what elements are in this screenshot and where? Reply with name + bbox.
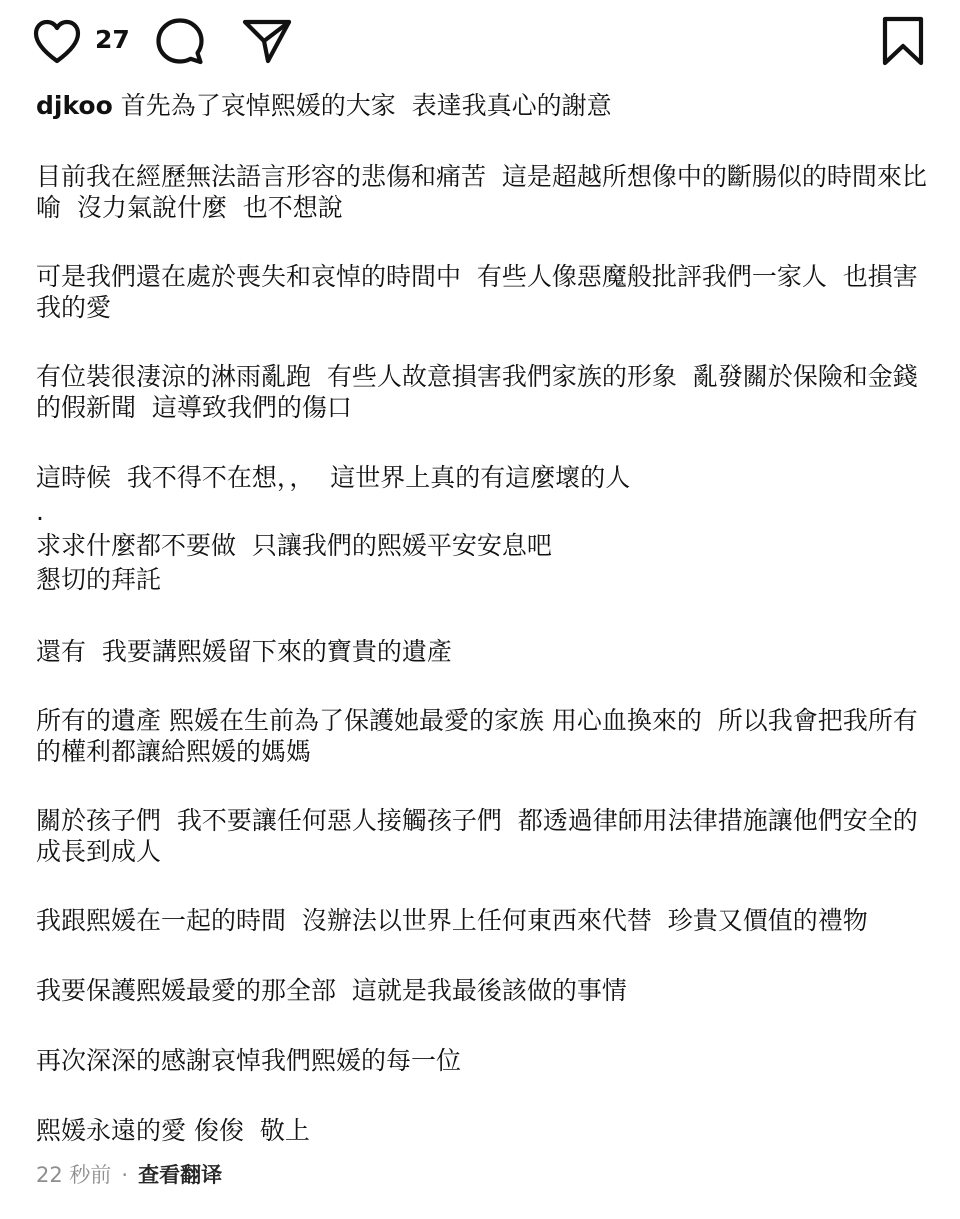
- username-link[interactable]: djkoo: [36, 91, 113, 120]
- caption-paragraph: 這時候 我不得不在想，， 這世界上真的有這麼壞的人 . 求求什麼都不要做 只讓我們的熙媛平安安息吧 懇切的拜託: [36, 463, 631, 594]
- bookmark-icon: [876, 14, 930, 68]
- like-count[interactable]: 27: [95, 25, 130, 54]
- caption-paragraph: 還有 我要講熙媛留下來的寶貴的遺產: [36, 637, 452, 666]
- heart-icon: [30, 14, 84, 68]
- caption-paragraph: 有位裝很淒涼的淋雨亂跑 有些人故意損害我們家族的形象 亂發關於保險和金錢的假新聞 這導致我們的傷口: [36, 362, 918, 422]
- caption-first-line: [36, 90, 928, 121]
- caption-paragraph: 所有的遺產 熙媛在生前為了保護她最愛的家族 用心血換來的 所以我會把我所有的權利都讓給熙媛的媽媽: [36, 706, 918, 766]
- caption-paragraph: 可是我們還在處於喪失和哀悼的時間中 有些人像惡魔般批評我們一家人 也損害我的愛: [36, 262, 918, 322]
- caption-paragraph: 目前我在經歷無法語言形容的悲傷和痛苦 這是超越所想像中的斷腸似的時間來比喻 沒力氣說什麼 也不想說: [36, 162, 927, 222]
- caption-paragraph: 再次深深的感謝哀悼我們熙媛的每一位: [36, 1046, 462, 1075]
- save-button[interactable]: [876, 14, 930, 68]
- post-timestamp: 22 秒前: [36, 1163, 112, 1187]
- meta-separator: ·: [121, 1163, 129, 1187]
- caption-intro-text: 首先為了哀悼熙媛的大家 表達我真心的謝意: [120, 91, 612, 120]
- share-button[interactable]: [240, 14, 294, 68]
- speech-bubble-icon: [153, 14, 207, 68]
- post-meta: [36, 1160, 222, 1190]
- comment-button[interactable]: [153, 14, 207, 68]
- caption-paragraph: 我要保護熙媛最愛的那全部 這就是我最後該做的事情: [36, 976, 627, 1005]
- action-bar: [0, 0, 960, 84]
- caption-paragraph: 關於孩子們 我不要讓任何惡人接觸孩子們 都透過律師用法律措施讓他們安全的成長到成人: [36, 806, 918, 866]
- caption-signature: 熙媛永遠的愛 俊俊 敬上: [36, 1116, 310, 1145]
- translate-link[interactable]: 查看翻译: [138, 1163, 223, 1187]
- caption-paragraph: 我跟熙媛在一起的時間 沒辦法以世界上任何東西來代替 珍貴又價值的禮物: [36, 906, 868, 935]
- paper-plane-icon: [240, 14, 294, 68]
- like-button[interactable]: [30, 14, 84, 68]
- post-caption: [36, 90, 928, 1146]
